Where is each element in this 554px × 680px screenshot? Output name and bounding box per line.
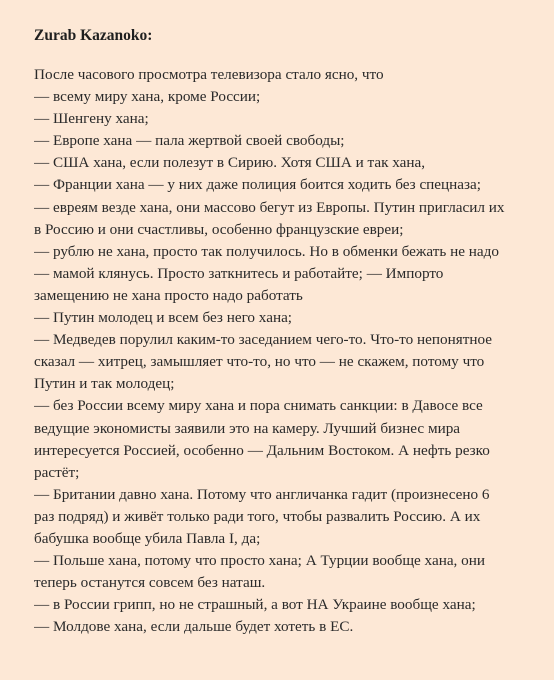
text-line: интересуется Россией, особенно — Дальним Востоком. А нефть резко	[34, 441, 490, 459]
text-line: — Европе хана — пала жертвой своей свободы;	[34, 132, 345, 150]
text-line: — рублю не хана, просто так получилось. Но в обменки бежать не надо	[34, 242, 499, 260]
text-line: сказал — хитрец, замышляет что-то, но что — не скажем, потому что	[34, 353, 485, 371]
text-line: замещению не хана просто надо работать	[34, 286, 303, 304]
text-line: теперь останутся совсем без наташ.	[34, 574, 266, 592]
text-line: Путин и так молодец;	[34, 375, 175, 393]
text-line: После часового просмотра телевизора стало ясно, что	[34, 66, 384, 83]
text-line: — евреям везде хана, они массово бегут из Европы. Путин пригласил их	[34, 198, 505, 216]
author-name: Zurab Kazanoko:	[34, 27, 153, 44]
text-line: — Путин молодец и всем без него хана;	[34, 309, 293, 327]
text-line: растёт;	[34, 463, 80, 481]
text-line: — Шенгену хана;	[34, 110, 149, 128]
text-line: раз подряд) и живёт только ради того, чтобы развалить Россию. А их	[34, 507, 481, 525]
text-line: — мамой клянусь. Просто заткнитесь и работайте; — Импорто	[34, 264, 444, 282]
text-line: — в России грипп, но не страшный, а вот НА Украине вообще хана;	[34, 596, 476, 614]
text-line: — Польше хана, потому что просто хана; А Турции вообще хана, они	[34, 552, 486, 570]
text-line: — США хана, если полезут в Сирию. Хотя США и так хана,	[34, 154, 426, 172]
post-body	[34, 64, 534, 638]
text-line: — без России всему миру хана и пора снимать санкции: в Давосе все	[34, 397, 483, 415]
text-line: ведущие экономисты заявили это на камеру. Лучший бизнес мира	[34, 419, 461, 437]
text-line: — Британии давно хана. Потому что англичанка гадит (произнесено 6	[34, 485, 490, 503]
text-line: — всему миру хана, кроме России;	[34, 88, 261, 106]
text-line: — Медведев порулил каким-то заседанием чего-то. Что-то непонятное	[34, 331, 492, 349]
text-line: в Россию и они счастливы, особенно французские евреи;	[34, 220, 404, 238]
text-line: — Молдове хана, если дальше будет хотеть в ЕС.	[34, 618, 354, 636]
text-line: — Франции хана — у них даже полиция боится ходить без спецназа;	[34, 176, 482, 194]
text-line: бабушка вообще убила Павла I, да;	[34, 529, 261, 547]
